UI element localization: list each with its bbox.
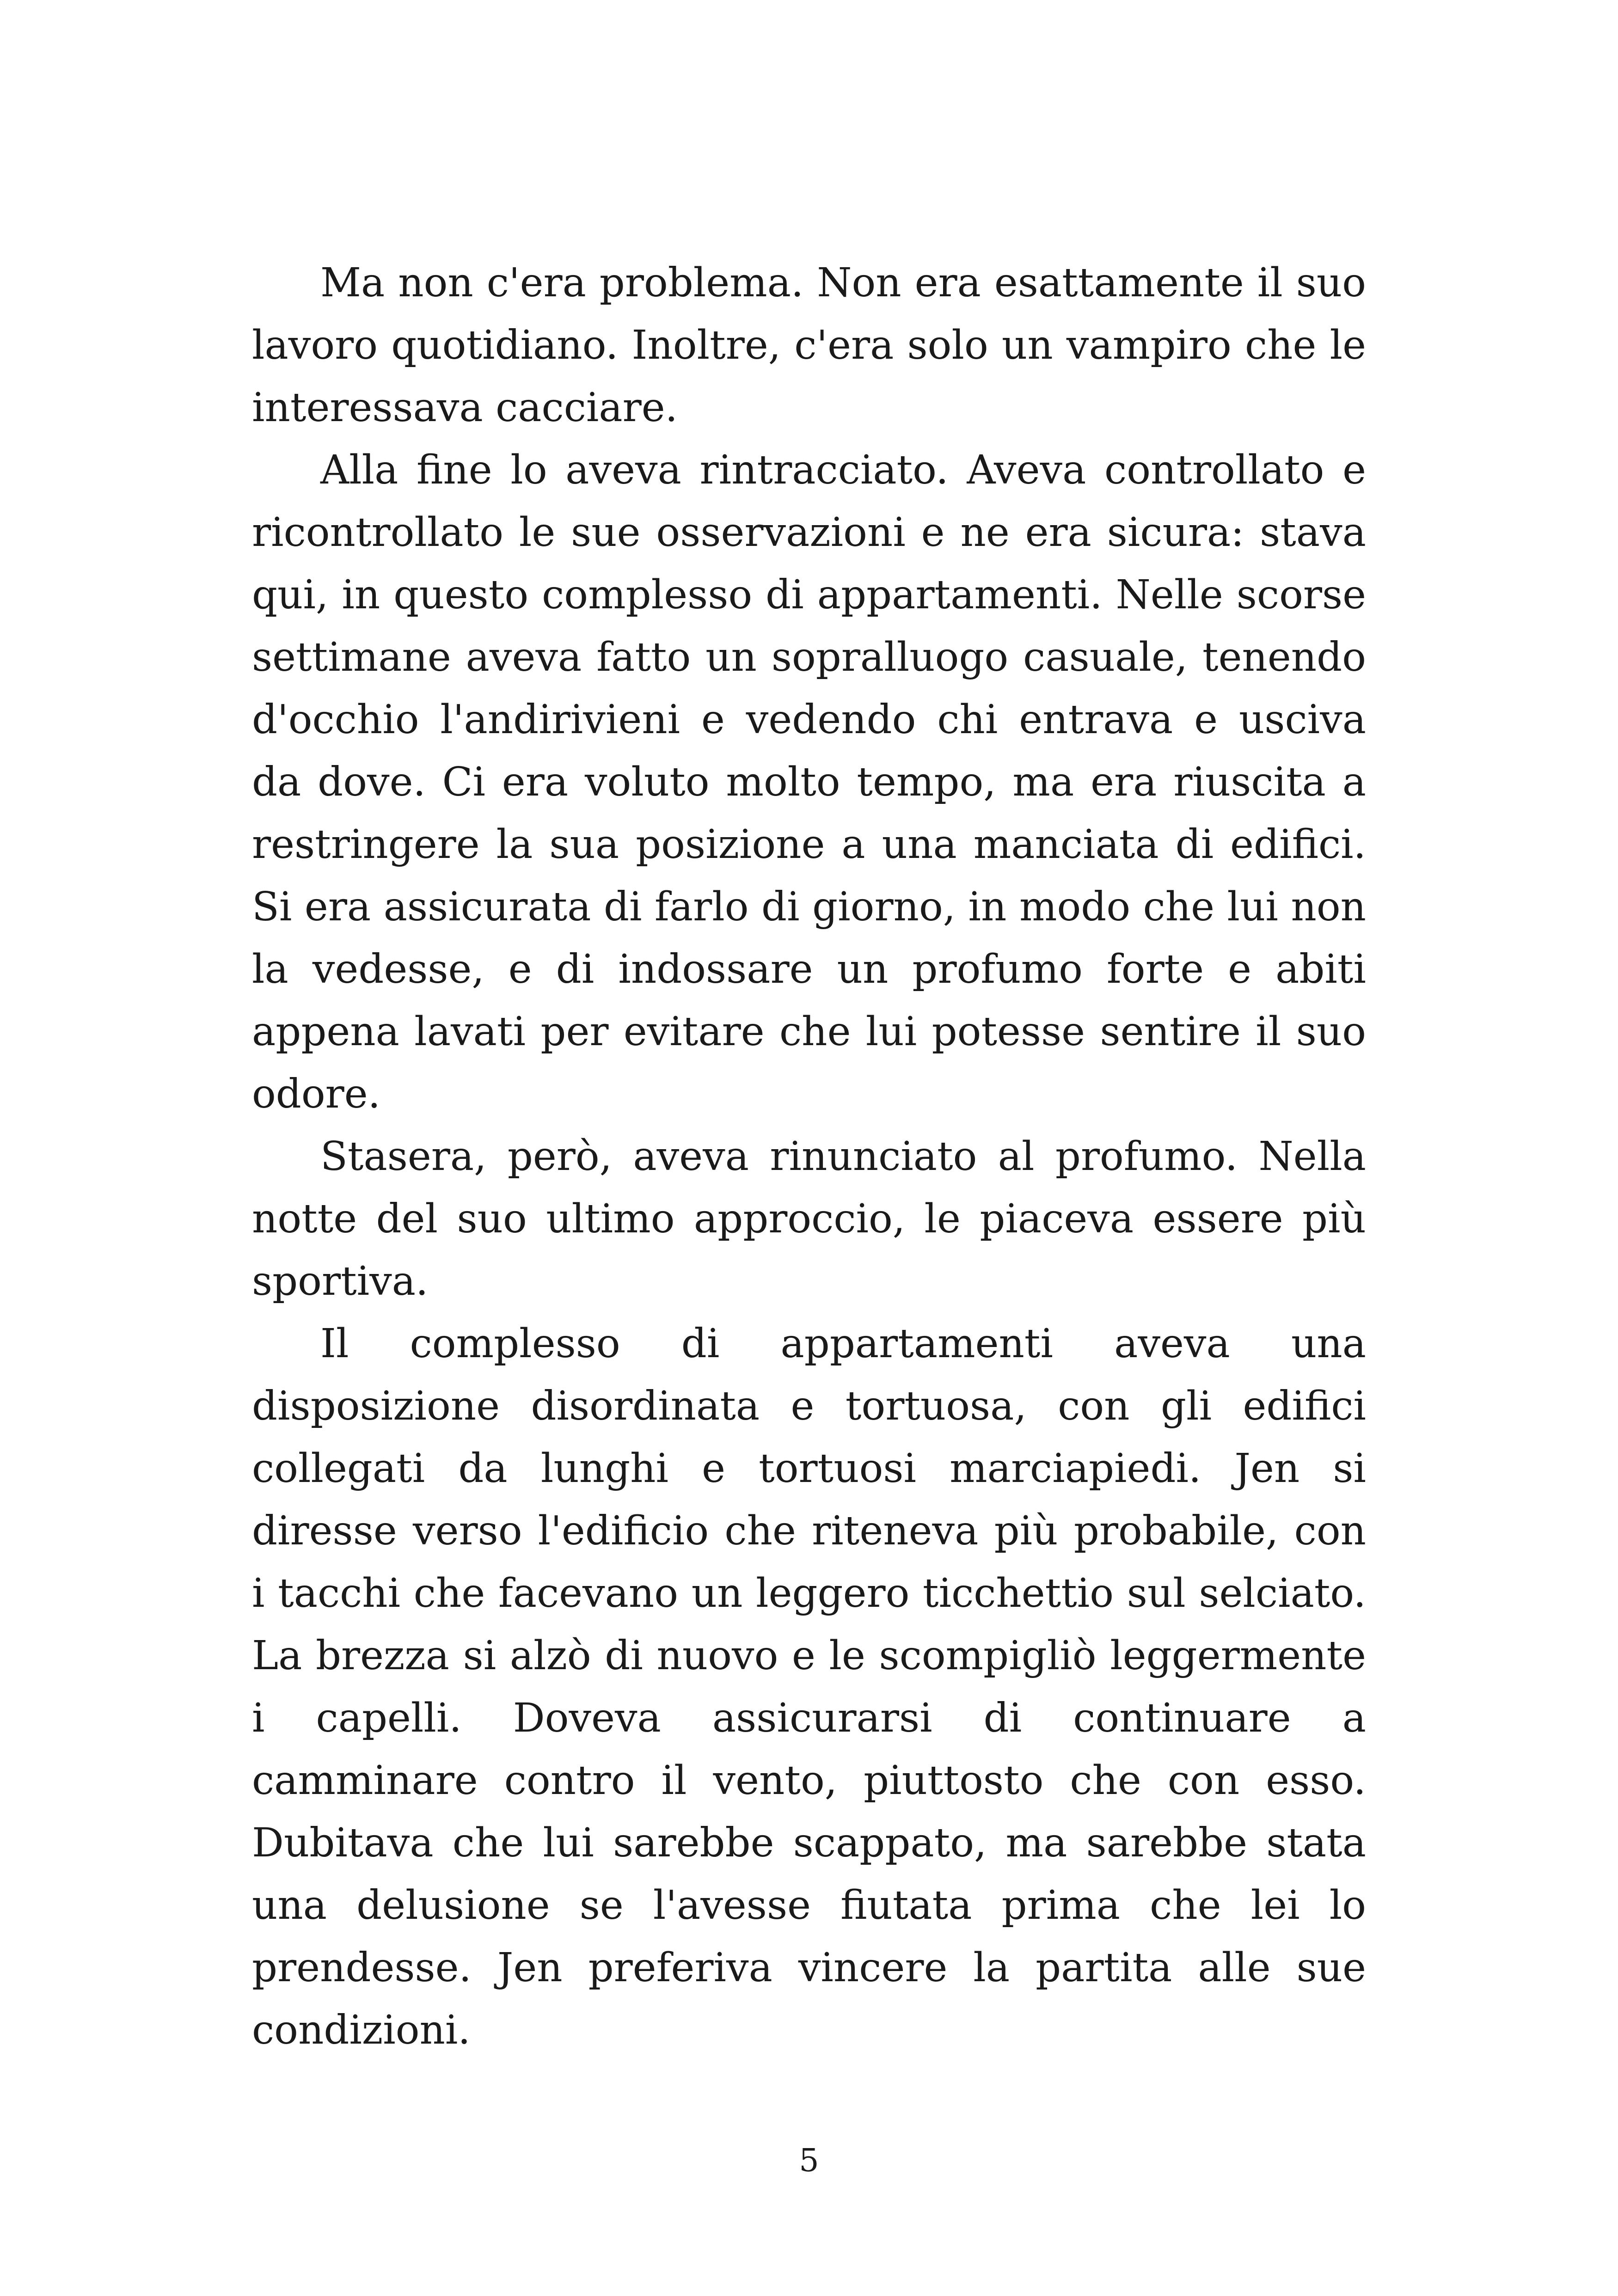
- paragraph-2: Alla fine lo aveva rintracciato. Aveva controllato e ricontrollato le sue osservazioni e ne era sicura: stava qui, in questo complesso di appartamenti. Nelle scorse settimane aveva fatto un sopralluogo casuale, tenendo d'occhio l'andirivieni e vedendo chi entrava e usciva da dove. Ci era voluto molto tempo, ma era riuscita a restringere la sua posizione a una manciata di edifici. Si era assicurata di farlo di giorno, in modo che lui non la vedesse, e di indossare un profumo forte e abiti appena lavati per evitare che lui potesse sentire il suo odore.: [252, 447, 1366, 1117]
- page-number: 5: [799, 2143, 819, 2179]
- paragraph-1: Ma non c'era problema. Non era esattamente il suo lavoro quotidiano. Inoltre, c'era solo un vampiro che le interessava cacciare.: [252, 260, 1366, 431]
- body-text: [252, 252, 1366, 2062]
- paragraph-3: Stasera, però, aveva rinunciato al profumo. Nella notte del suo ultimo approccio, le piaceva essere più sportiva.: [252, 1133, 1366, 1304]
- paragraph-4: Il complesso di appartamenti aveva una disposizione disordinata e tortuosa, con gli edifici collegati da lunghi e tortuosi marciapiedi. Jen si diresse verso l'edificio che riteneva più probabile, con i tacchi che facevano un leggero ticchettio sul selciato. La brezza si alzò di nuovo e le scompigliò leggermente i capelli. Doveva assicurarsi di continuare a camminare contro il vento, piuttosto che con esso. Dubitava che lui sarebbe scappato, ma sarebbe stata una delusione se l'avesse fiutata prima che lei lo prendesse. Jen preferiva vincere la partita alle sue condizioni.: [252, 1321, 1366, 2053]
